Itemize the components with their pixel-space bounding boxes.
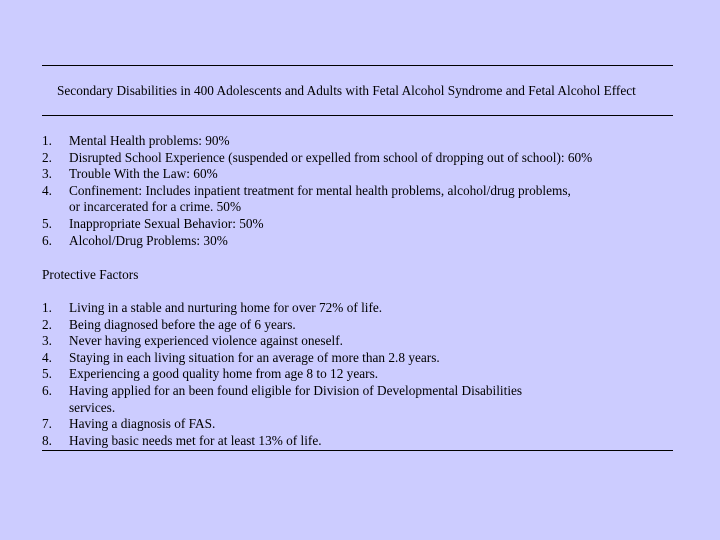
list-item-text: Living in a stable and nurturing home for over 72% of life.: [69, 300, 383, 315]
list-item-number: 5.: [42, 215, 52, 231]
list-item-text: Staying in each living situation for an average of more than 2.8 years.: [69, 349, 440, 365]
list-item-number: 3.: [42, 166, 52, 182]
list-item-number: 1.: [42, 300, 52, 315]
secondary-disabilities-list: [42, 133, 592, 249]
protective-factors-heading: Protective Factors: [42, 267, 139, 282]
list-item-number: 4.: [42, 349, 52, 365]
list-item-text: Having applied for an been found eligible for Division of Developmental Disabilities: [69, 382, 523, 398]
list-item: [42, 366, 522, 383]
list-item: [42, 216, 592, 233]
page-title: Secondary Disabilities in 400 Adolescents and Adults with Fetal Alcohol Syndrome and Fetal Alcohol Effect: [57, 83, 636, 98]
list-item-text: Trouble With the Law: 60%: [69, 166, 218, 182]
title-underline-rule: [42, 115, 673, 116]
list-item: [42, 383, 522, 416]
list-item: [42, 183, 592, 216]
list-item-continuation: or incarcerated for a crime. 50%: [69, 199, 242, 215]
list-item-number: 8.: [42, 432, 52, 448]
list-item-text: Being diagnosed before the age of 6 years.: [69, 316, 296, 332]
list-item-text: Confinement: Includes inpatient treatment for mental health problems, alcohol/drug problems,: [69, 182, 571, 198]
list-item-text: Alcohol/Drug Problems: 30%: [69, 232, 228, 248]
list-item: [42, 300, 522, 317]
list-item: [42, 416, 522, 433]
list-item-text: Disrupted School Experience (suspended or expelled from school of dropping out of school): 60%: [69, 149, 593, 165]
list-item: [42, 333, 522, 350]
list-item-text: Having basic needs met for at least 13% of life.: [69, 432, 322, 448]
list-item-continuation: services.: [69, 399, 116, 415]
list-item-number: 1.: [42, 133, 52, 148]
list-item-text: Having a diagnosis of FAS.: [69, 416, 216, 432]
list-item-number: 3.: [42, 333, 52, 349]
list-item: [42, 150, 592, 167]
list-item: [42, 233, 592, 250]
top-rule: [42, 65, 673, 66]
list-item: [42, 133, 592, 150]
list-item: [42, 433, 522, 450]
list-item-number: 5.: [42, 366, 52, 382]
protective-factors-list: [42, 300, 522, 449]
list-item-number: 4.: [42, 182, 52, 198]
list-item-number: 6.: [42, 382, 52, 398]
bottom-rule: [42, 450, 673, 451]
list-item-number: 7.: [42, 416, 52, 432]
list-item: [42, 317, 522, 334]
list-item-text: Experiencing a good quality home from age 8 to 12 years.: [69, 366, 379, 382]
list-item-text: Never having experienced violence against oneself.: [69, 333, 343, 349]
list-item-number: 2.: [42, 149, 52, 165]
list-item-number: 6.: [42, 232, 52, 248]
list-item-text: Mental Health problems: 90%: [69, 133, 230, 148]
list-item-number: 2.: [42, 316, 52, 332]
list-item: [42, 166, 592, 183]
list-item: [42, 350, 522, 367]
list-item-text: Inappropriate Sexual Behavior: 50%: [69, 215, 264, 231]
